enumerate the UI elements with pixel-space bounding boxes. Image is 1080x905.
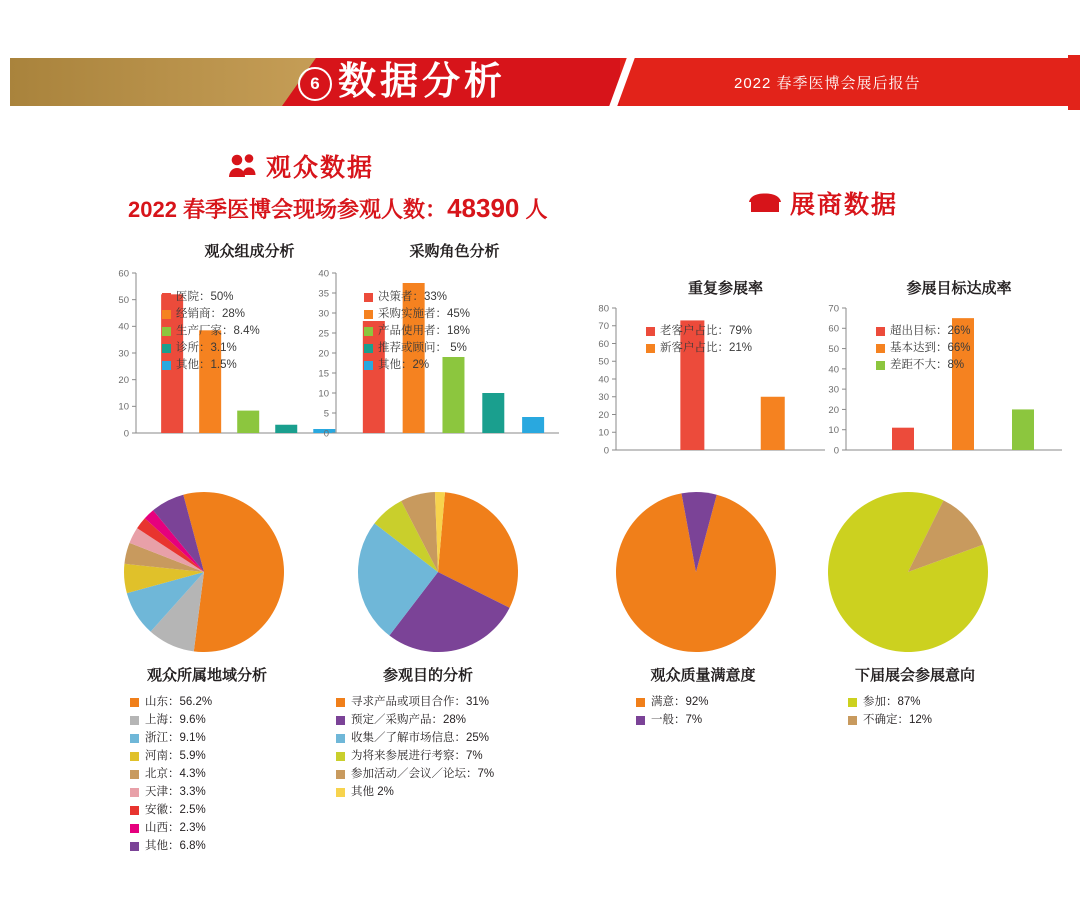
svg-text:70: 70 [598, 321, 609, 333]
svg-text:10: 10 [318, 388, 329, 400]
legend-swatch [848, 698, 857, 707]
legend-swatch [876, 344, 885, 353]
legend-item [364, 323, 470, 340]
chart-title: 参观目的分析 [382, 667, 473, 684]
legend-item [130, 765, 322, 783]
chart-legend [876, 323, 971, 374]
legend-label: 山东：56.2% [145, 696, 213, 708]
svg-text:30: 30 [598, 392, 609, 404]
audience-count-number: 48390 [447, 193, 520, 223]
chart-legend [636, 693, 818, 729]
legend-label: 差距不大：8% [890, 359, 965, 371]
legend-swatch [876, 361, 885, 370]
svg-text:35: 35 [318, 288, 329, 300]
legend-label: 参加活动／会议／论坛：7% [351, 768, 495, 780]
pie-chart-canvas [320, 490, 560, 660]
legend-item [336, 783, 560, 801]
svg-text:80: 80 [598, 303, 609, 315]
legend-label: 天津：3.3% [145, 786, 206, 798]
legend-label: 北京：4.3% [145, 768, 206, 780]
legend-swatch [364, 361, 373, 370]
legend-swatch [336, 716, 345, 725]
section-number-badge: 6 [298, 67, 332, 101]
page-title: 数据分析 [338, 61, 507, 103]
legend-swatch [646, 327, 655, 336]
legend-item [162, 340, 260, 357]
chart-title: 参展目标达成率 [906, 280, 1012, 297]
legend-item [130, 747, 322, 765]
legend-item [162, 306, 260, 323]
svg-text:40: 40 [118, 321, 129, 333]
chart-legend [848, 693, 1030, 729]
chart-title: 下届展会参展意向 [854, 667, 975, 684]
legend-label: 预定／采购产品：28% [351, 714, 467, 726]
legend-swatch [336, 734, 345, 743]
legend-item [130, 693, 322, 711]
legend-label: 山西：2.3% [145, 822, 206, 834]
legend-swatch [364, 293, 373, 302]
svg-text:20: 20 [118, 375, 129, 387]
svg-text:50: 50 [118, 295, 129, 307]
chart-title: 观众所属地域分析 [146, 667, 267, 684]
legend-swatch [646, 344, 655, 353]
legend-item [848, 693, 1030, 711]
svg-text:20: 20 [318, 348, 329, 360]
svg-text:40: 40 [318, 268, 329, 280]
legend-item [364, 289, 470, 306]
svg-text:60: 60 [598, 338, 609, 350]
legend-label: 超出目标：26% [890, 325, 971, 337]
section-exhibitor [748, 185, 898, 221]
svg-text:30: 30 [828, 384, 839, 396]
svg-text:20: 20 [598, 409, 609, 421]
legend-label: 安徽：2.5% [145, 804, 206, 816]
legend-label: 一般：7% [651, 714, 703, 726]
legend-swatch [636, 716, 645, 725]
legend-item [162, 289, 260, 306]
legend-label: 推荐或顾问： 5% [378, 342, 467, 354]
legend-label: 上海：9.6% [145, 714, 206, 726]
svg-text:0: 0 [323, 428, 329, 440]
chart-legend [646, 323, 752, 357]
legend-label: 采购实施者：45% [378, 308, 471, 320]
legend-swatch [162, 293, 171, 302]
legend-label: 为将来参展进行考察：7% [351, 750, 483, 762]
legend-item [336, 729, 560, 747]
chart-purchase-role [302, 240, 567, 461]
legend-item [336, 765, 560, 783]
svg-text:30: 30 [318, 308, 329, 320]
legend-label: 其他：6.8% [145, 840, 206, 852]
chart-title: 观众组成分析 [204, 243, 295, 260]
legend-item [130, 801, 322, 819]
legend-label: 产品使用者：18% [378, 325, 471, 337]
legend-swatch [336, 788, 345, 797]
chart-exhibit-goal [808, 277, 1070, 478]
legend-item [364, 357, 470, 374]
legend-swatch [336, 752, 345, 761]
legend-label: 参加：87% [863, 696, 921, 708]
legend-swatch [130, 698, 139, 707]
legend-item [336, 693, 560, 711]
header-accent-bar [1068, 55, 1080, 110]
svg-text:0: 0 [123, 428, 129, 440]
svg-text:50: 50 [828, 343, 839, 355]
chart-title: 重复参展率 [687, 280, 763, 297]
legend-swatch [636, 698, 645, 707]
legend-label: 医院：50% [176, 291, 234, 303]
svg-text:10: 10 [118, 401, 129, 413]
audience-count-prefix: 2022 春季医博会现场参观人数： [128, 197, 448, 222]
svg-text:60: 60 [828, 323, 839, 335]
svg-text:40: 40 [828, 364, 839, 376]
pie-chart-canvas [800, 490, 1030, 660]
legend-item [876, 340, 971, 357]
legend-swatch [130, 770, 139, 779]
legend-item [876, 323, 971, 340]
legend-item [364, 306, 470, 323]
legend-label: 河南：5.9% [145, 750, 206, 762]
legend-swatch [336, 698, 345, 707]
section-exhibitor-label: 展商数据 [790, 191, 899, 219]
legend-item [646, 323, 752, 340]
svg-text:10: 10 [828, 425, 839, 437]
chart-legend [130, 693, 322, 855]
legend-label: 其他 2% [351, 786, 394, 798]
legend-swatch [336, 770, 345, 779]
legend-item [336, 711, 560, 729]
audience-people-icon [228, 153, 258, 179]
exhibitor-booth-icon [748, 190, 782, 216]
legend-swatch [162, 361, 171, 370]
legend-label: 基本达到：66% [890, 342, 971, 354]
legend-swatch [162, 310, 171, 319]
legend-item [162, 357, 260, 374]
legend-label: 生产厂家：8.4% [176, 325, 260, 337]
legend-item [130, 783, 322, 801]
legend-label: 其他：1.5% [176, 359, 237, 371]
svg-text:0: 0 [833, 445, 839, 457]
legend-label: 诊所：3.1% [176, 342, 237, 354]
pie-chart-canvas [588, 490, 818, 660]
legend-label: 其他：2% [378, 359, 430, 371]
svg-text:0: 0 [603, 445, 609, 457]
page-header [0, 58, 1080, 106]
chart-next-intent [800, 490, 1030, 729]
legend-item [876, 357, 971, 374]
legend-swatch [130, 824, 139, 833]
legend-swatch [876, 327, 885, 336]
pie-chart-canvas [92, 490, 322, 660]
legend-item [130, 819, 322, 837]
svg-text:40: 40 [598, 374, 609, 386]
svg-text:25: 25 [318, 328, 329, 340]
legend-label: 决策者：33% [378, 291, 448, 303]
chart-title: 观众质量满意度 [650, 667, 756, 684]
legend-swatch [130, 734, 139, 743]
legend-item [636, 711, 818, 729]
legend-item [130, 711, 322, 729]
legend-label: 浙江：9.1% [145, 732, 206, 744]
legend-swatch [130, 788, 139, 797]
legend-swatch [130, 842, 139, 851]
legend-swatch [364, 344, 373, 353]
chart-legend [336, 693, 560, 801]
svg-text:10: 10 [598, 427, 609, 439]
legend-item [130, 729, 322, 747]
legend-swatch [130, 716, 139, 725]
header-subtitle: 2022 春季医博会展后报告 [734, 75, 921, 92]
legend-swatch [130, 752, 139, 761]
chart-legend [162, 289, 260, 374]
chart-audience-region [92, 490, 322, 855]
section-audience [228, 148, 374, 184]
audience-count-suffix: 人 [525, 197, 548, 222]
chart-repeat-exhibit-rate [578, 277, 833, 478]
legend-label: 寻求产品或项目合作：31% [351, 696, 490, 708]
svg-text:5: 5 [323, 408, 329, 420]
legend-swatch [364, 327, 373, 336]
legend-label: 经销商：28% [176, 308, 246, 320]
legend-swatch [162, 327, 171, 336]
audience-count [128, 193, 548, 224]
legend-item [336, 747, 560, 765]
legend-swatch [162, 344, 171, 353]
legend-item [646, 340, 752, 357]
legend-swatch [130, 806, 139, 815]
legend-swatch [848, 716, 857, 725]
legend-label: 不确定：12% [863, 714, 933, 726]
legend-item [364, 340, 470, 357]
legend-item [636, 693, 818, 711]
svg-text:15: 15 [318, 368, 329, 380]
chart-visit-purpose [320, 490, 560, 801]
legend-item [848, 711, 1030, 729]
legend-item [130, 837, 322, 855]
svg-text:30: 30 [118, 348, 129, 360]
svg-text:50: 50 [598, 356, 609, 368]
svg-text:20: 20 [828, 404, 839, 416]
legend-label: 满意：92% [651, 696, 709, 708]
legend-label: 老客户占比：79% [660, 325, 753, 337]
legend-swatch [364, 310, 373, 319]
svg-text:70: 70 [828, 303, 839, 315]
legend-label: 收集／了解市场信息：25% [351, 732, 490, 744]
chart-legend [364, 289, 470, 374]
section-audience-label: 观众数据 [266, 154, 375, 182]
legend-label: 新客户占比：21% [660, 342, 753, 354]
chart-title: 采购角色分析 [409, 243, 500, 260]
svg-text:60: 60 [118, 268, 129, 280]
chart-audience-quality [588, 490, 818, 729]
legend-item [162, 323, 260, 340]
